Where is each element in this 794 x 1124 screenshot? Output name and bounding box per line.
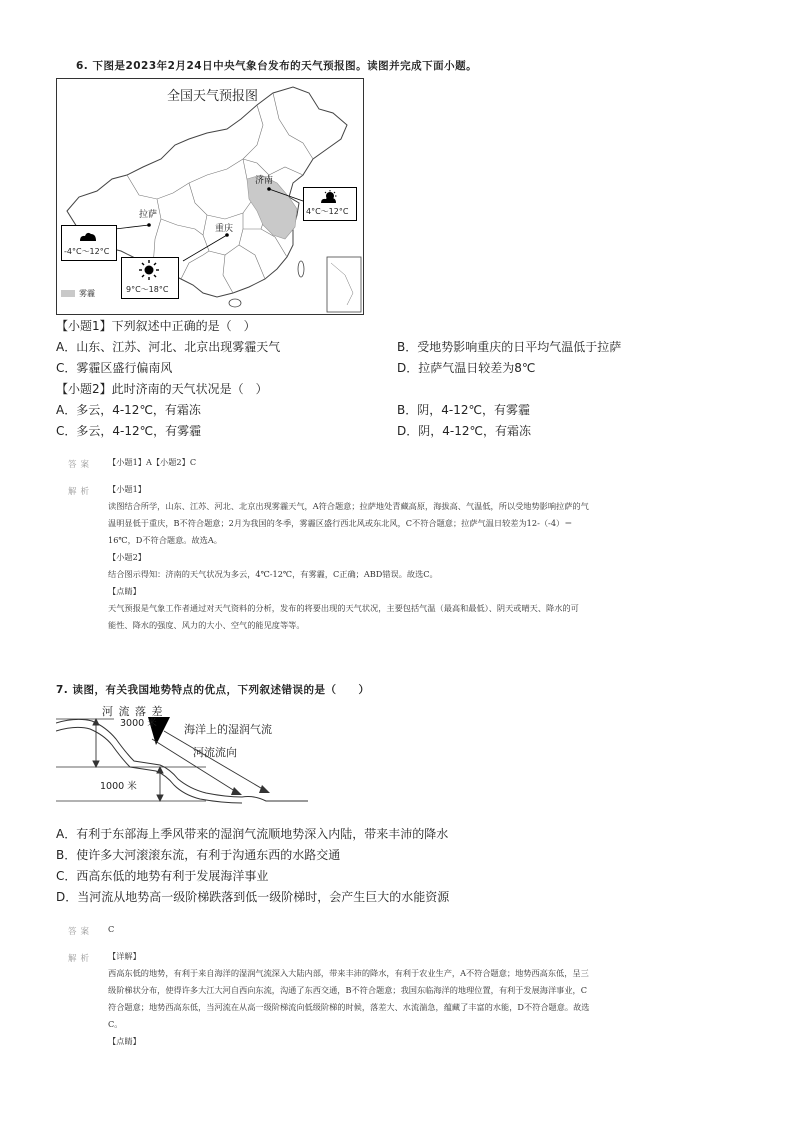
q6-analysis-line: 能性、降水的强度、风力的大小、空气的能见度等等。 (108, 620, 305, 630)
chongqing-label: 重庆 (215, 224, 234, 234)
q6-analysis-line: 16℃，D不符合题意。故选A。 (108, 535, 222, 545)
q6-analysis-line: 温明显低于重庆，B不符合题意；2月为我国的冬季，雾霾区盛行西北风或东北风，C不符合题意；拉萨气温日较差为12-（-4）＝ (108, 518, 573, 528)
q6-analysis-line: 【小题2】 (108, 552, 146, 562)
jinan-label: 济南 (255, 176, 274, 186)
q6-analysis-label: 解析 (68, 487, 94, 497)
q6-sub1-option-d[interactable]: D．拉萨气温日较差为8℃ (397, 361, 536, 375)
haze-legend-swatch (61, 290, 75, 297)
q6-sub2-option-d[interactable]: D．阴，4-12℃，有霜冻 (397, 424, 531, 438)
q6-sub2-option-b[interactable]: B．阴，4-12℃，有雾霾 (397, 403, 530, 417)
q7-analysis-line: 【详解】 (108, 951, 141, 961)
cloudy-icon (78, 230, 98, 242)
q7-analysis-line: 级阶梯状分布，使得许多大江大河自西向东流，沟通了东西交通，B不符合题意；我国东临海洋的地理位置，有利于发展海洋事业，C (108, 985, 587, 995)
q6-analysis-line: 【点睛】 (108, 586, 141, 596)
taiwan-island (298, 261, 304, 277)
q6-answer: 【小题1】A【小题2】C (108, 457, 197, 467)
q7-answer: C (108, 924, 115, 934)
q6-sub2-stem: 【小题2】此时济南的天气状况是（ ） (56, 382, 268, 396)
q6-sub2-option-a[interactable]: A．多云，4-12℃，有霜冻 (56, 403, 201, 417)
lasa-temp: -4°C～12°C (64, 247, 110, 256)
label-riverflow: 河流流向 (193, 746, 237, 759)
q6-answer-label: 答案 (68, 460, 94, 470)
partly-cloudy-icon (318, 190, 340, 204)
q6-sub1-option-c[interactable]: C．雾霾区盛行偏南风 (56, 361, 173, 375)
q6-sub1-option-a[interactable]: A．山东、江苏、河北、北京出现雾霾天气 (56, 340, 281, 354)
q6-analysis-line: 结合图示得知：济南的天气状况为多云，4℃-12℃，有雾霾，C正确；ABD错误。故选C。 (108, 569, 438, 579)
q7-option-a[interactable]: A．有利于东部海上季风带来的湿润气流顺地势深入内陆，带来丰沛的降水 (56, 827, 449, 841)
q7-analysis (108, 948, 730, 1050)
q6-analysis-line: 天气预报是气象工作者通过对天气资料的分析，发布的将要出现的天气状况，主要包括气温（最高和最低）、阴天或晴天、降水的可 (108, 603, 579, 613)
q6-sub1-stem: 【小题1】下列叙述中正确的是（ ） (56, 319, 256, 333)
q6-sub1-option-b[interactable]: B．受地势影响重庆的日平均气温低于拉萨 (397, 340, 622, 354)
q7-option-c[interactable]: C．西高东低的地势有利于发展海洋事业 (56, 869, 269, 883)
lasa-weather-box (61, 225, 117, 261)
label-1000m: 1000 米 (100, 778, 137, 792)
q6-sub2-option-c[interactable]: C．多云，4-12℃，有雾霾 (56, 424, 202, 438)
q7-analysis-line: 【点睛】 (108, 1036, 141, 1046)
chongqing-temp: 9°C～18°C (126, 285, 169, 294)
q6-analysis-line: 读图结合所学，山东、江苏、河北、北京出现雾霾天气，A符合题意；拉萨地处青藏高原，海拔高、气温低，所以受地势影响拉萨的气 (108, 501, 589, 511)
label-3000m: 3000 米 (120, 718, 157, 729)
south-china-sea-inset (327, 257, 361, 312)
q7-option-d[interactable]: D．当河流从地势高一级阶梯跌落到低一级阶梯时，会产生巨大的水能资源 (56, 890, 450, 904)
question-7-title: 7. 读图，有关我国地势特点的优点，下列叙述错误的是（ ） (56, 684, 370, 696)
jinan-temp: 4°C～12°C (306, 207, 349, 216)
q7-analysis-label: 解析 (68, 954, 94, 964)
haze-legend-label: 雾霾 (79, 289, 95, 298)
sunny-icon (139, 260, 159, 280)
jinan-weather-box (303, 187, 357, 221)
q7-answer-label: 答案 (68, 927, 94, 937)
q7-analysis-line: 西高东低的地势，有利于来自海洋的湿润气流深入大陆内部，带来丰沛的降水，有利于农业生产，A不符合题意；地势西高东低，呈三 (108, 968, 589, 978)
chongqing-weather-box (121, 257, 179, 299)
q7-option-b[interactable]: B．使许多大河滚滚东流，有利于沟通东西的水路交通 (56, 848, 341, 862)
weather-map (56, 78, 364, 315)
label-airflow: 海洋上的湿润气流 (184, 723, 272, 736)
question-6-title: 6. 下图是2023年2月24日中央气象台发布的天气预报图。读图并完成下面小题。 (76, 60, 478, 72)
terrain-diagram (56, 705, 308, 809)
hainan-island (229, 299, 241, 307)
q6-analysis (108, 481, 730, 634)
q7-analysis-line: 符合题意；地势西高东低，当河流在从高一级阶梯流向低级阶梯的时候，落差大、水流湍急，蕴藏了丰富的水能，D不符合题意。故选 (108, 1002, 590, 1012)
flow-lines (152, 731, 266, 793)
diagram-title: 河 流 落 差 (102, 705, 164, 718)
map-title: 全国天气预报图 (167, 89, 259, 104)
q7-analysis-line: C。 (108, 1019, 123, 1029)
lasa-label: 拉萨 (139, 210, 158, 220)
q6-analysis-line: 【小题1】 (108, 484, 146, 494)
